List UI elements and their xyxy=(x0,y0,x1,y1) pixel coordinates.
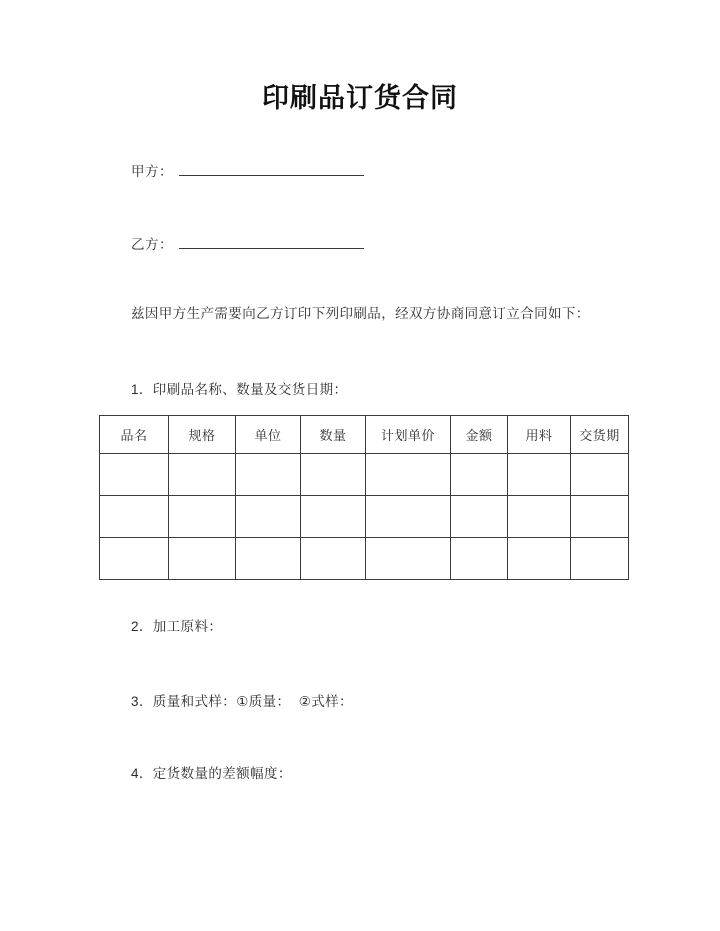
intro-paragraph: 兹因甲方生产需要向乙方订印下列印刷品，经双方协商同意订立合同如下： xyxy=(131,306,590,321)
table-header-specification: 规格 xyxy=(169,416,236,454)
table-header-amount: 金额 xyxy=(451,416,508,454)
table-cell[interactable] xyxy=(236,496,301,538)
table-cell[interactable] xyxy=(301,538,366,580)
table-row xyxy=(100,538,629,580)
party-b-label: 乙方： xyxy=(131,237,173,252)
table-cell[interactable] xyxy=(451,496,508,538)
table-row xyxy=(100,496,629,538)
party-b-blank-field[interactable] xyxy=(179,233,364,249)
party-row-first xyxy=(131,160,364,180)
party-a-label: 甲方： xyxy=(131,164,173,179)
goods-table-container xyxy=(99,415,620,580)
table-cell[interactable] xyxy=(301,454,366,496)
table-cell[interactable] xyxy=(100,496,169,538)
clause-item-3: 3．质量和式样：①质量： ②式样： xyxy=(131,694,353,709)
table-cell[interactable] xyxy=(100,454,169,496)
table-row xyxy=(100,454,629,496)
table-header-quantity: 数量 xyxy=(301,416,366,454)
party-row-second xyxy=(131,233,364,253)
party-a-blank-field[interactable] xyxy=(179,160,364,176)
table-cell[interactable] xyxy=(366,538,451,580)
table-cell[interactable] xyxy=(571,496,629,538)
clause-item-2: 2．加工原料： xyxy=(131,619,223,634)
table-cell[interactable] xyxy=(100,538,169,580)
table-header-material: 用料 xyxy=(508,416,571,454)
table-cell[interactable] xyxy=(366,454,451,496)
table-header-planned-unit-price: 计划单价 xyxy=(366,416,451,454)
table-cell[interactable] xyxy=(366,496,451,538)
table-cell[interactable] xyxy=(169,496,236,538)
clause-item-1: 1．印刷品名称、数量及交货日期： xyxy=(131,382,348,397)
table-header-unit: 单位 xyxy=(236,416,301,454)
table-cell[interactable] xyxy=(571,538,629,580)
table-cell[interactable] xyxy=(169,454,236,496)
table-cell[interactable] xyxy=(508,538,571,580)
table-cell[interactable] xyxy=(301,496,366,538)
table-cell[interactable] xyxy=(508,496,571,538)
table-cell[interactable] xyxy=(236,454,301,496)
table-cell[interactable] xyxy=(571,454,629,496)
table-cell[interactable] xyxy=(236,538,301,580)
goods-table xyxy=(99,415,629,580)
table-cell[interactable] xyxy=(169,538,236,580)
document-title: 印刷品订货合同 xyxy=(262,83,458,113)
table-header-row xyxy=(100,416,629,454)
table-header-product-name: 品名 xyxy=(100,416,169,454)
table-cell[interactable] xyxy=(508,454,571,496)
table-cell[interactable] xyxy=(451,454,508,496)
table-cell[interactable] xyxy=(451,538,508,580)
clause-item-4: 4．定货数量的差额幅度： xyxy=(131,766,292,781)
table-header-delivery-date: 交货期 xyxy=(571,416,629,454)
